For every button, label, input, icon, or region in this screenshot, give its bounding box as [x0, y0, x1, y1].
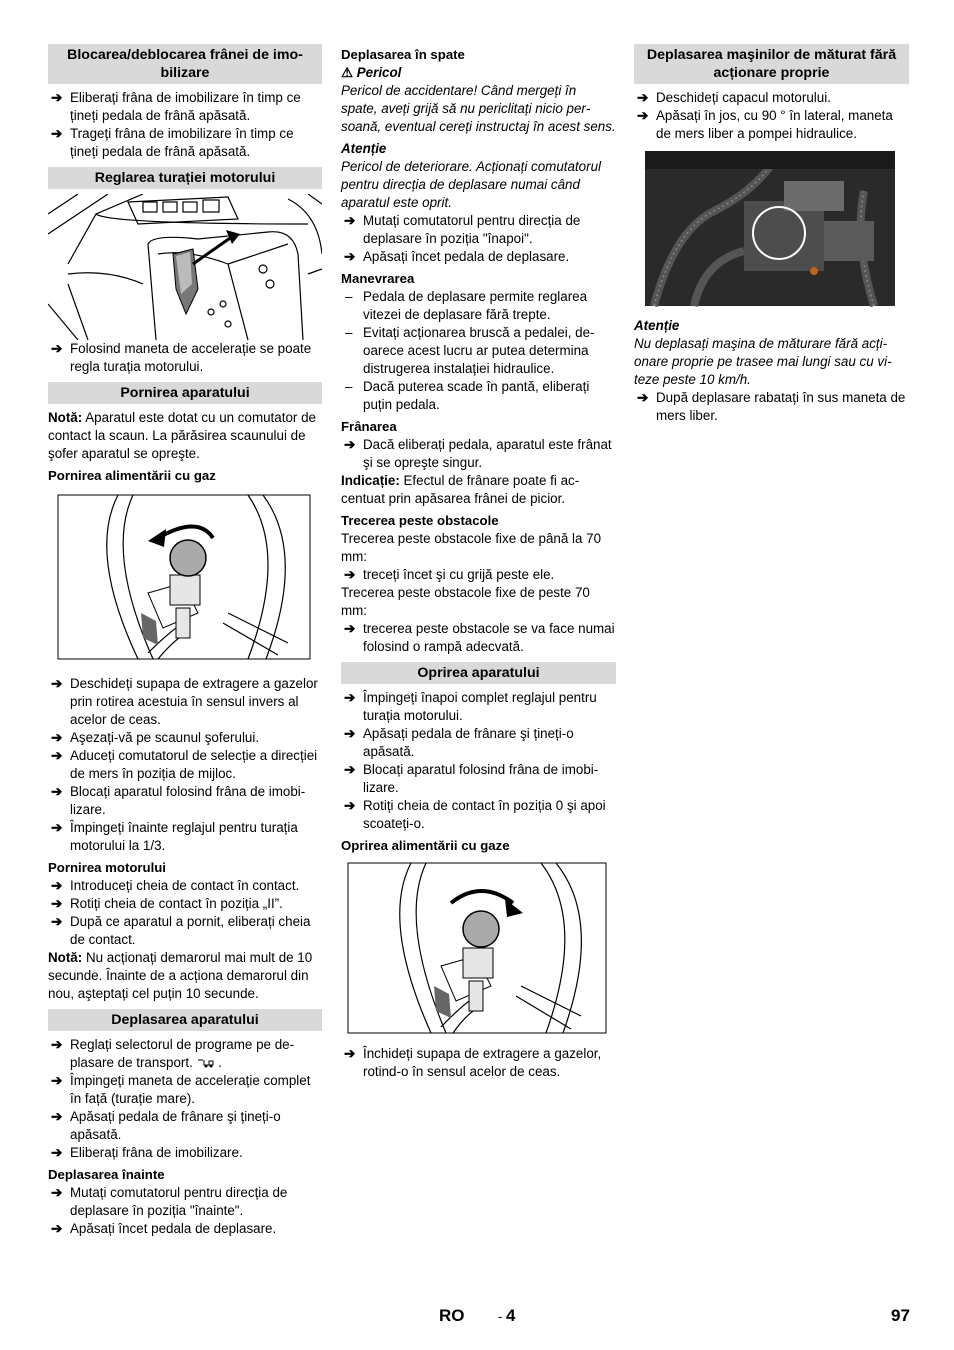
list-item: ➔ Eliberați frâna de imobilizare în timp ce țineți pedala de frână apăsată. — [51, 90, 301, 123]
arrow-right-icon: ➔ — [344, 690, 356, 705]
arrow-right-icon: ➔ — [51, 341, 63, 356]
caution-label: Atenție — [634, 318, 680, 333]
list-item: ➔ Împingeți înainte reglajul pentru turația motorului la 1/3. — [51, 820, 298, 853]
list-item: ➔ Eliberați frâna de imobilizare. — [51, 1145, 243, 1160]
arrow-right-icon: ➔ — [51, 748, 63, 763]
arrow-right-icon: ➔ — [51, 1073, 63, 1088]
arrow-right-icon: ➔ — [51, 914, 63, 929]
list-item: ➔ Apăsați încet pedala de deplasare. — [51, 1221, 277, 1236]
arrow-right-icon: ➔ — [344, 437, 356, 452]
arrow-right-icon: ➔ — [344, 567, 356, 582]
list-item: ➔ Aşezați-vă pe scaunul şoferului. — [51, 730, 260, 745]
arrow-right-icon: ➔ — [344, 249, 356, 264]
list-item: ➔ Trageți frâna de imobilizare în timp ce țineți pedala de frână apăsată. — [51, 126, 294, 159]
arrow-right-icon: ➔ — [344, 798, 356, 813]
subheading-obstacles: Trecerea peste obstacole — [341, 513, 499, 528]
footer-language: RO — [439, 1306, 465, 1325]
danger-text: Pericol de accidentare! Când mergeți în spate, aveți grijă să nu periclitați nicio persoană, eventual cereți instructaj în acest sens. — [341, 83, 616, 134]
list-item: ➔ Apăsați încet pedala de deplasare. — [344, 249, 570, 264]
column-left — [48, 44, 322, 1238]
arrow-right-icon: ➔ — [637, 390, 649, 405]
heading-towing: Deplasarea maşinilor de măturat fără acționare proprie — [634, 44, 909, 84]
note: Notă: Aparatul este dotat cu un comutator de contact la scaun. La părăsirea scaunului de şofer aparatul se opreşte. — [48, 410, 316, 461]
indication: Indicație: Efectul de frânare poate fi accentuat prin apăsarea frânei de picior. — [341, 473, 580, 506]
arrow-right-icon: ➔ — [637, 108, 649, 123]
list-item: ➔ Apăsați pedala de frânare şi țineți-o apăsată. — [344, 726, 574, 759]
warning-triangle-icon: ⚠ — [341, 65, 354, 80]
arrow-right-icon: ➔ — [51, 1109, 63, 1124]
list-item: ➔ treceți încet şi cu grijă peste ele. — [344, 567, 555, 582]
subheading-reverse: Deplasarea în spate — [341, 47, 465, 62]
list-item: ➔ Dacă eliberați pedala, aparatul este frânat şi se opreşte singur. — [344, 437, 612, 470]
note: Notă: Nu acționați demarorul mai mult de 10 secunde. Înainte de a acționa demarorul din nou, aşteptați cel puțin 10 secunde. — [48, 950, 313, 1001]
list-item: ➔ Introduceți cheia de contact în contact. — [51, 878, 300, 893]
throttle-lever-figure — [48, 194, 322, 340]
list-item: – Evitați acționarea bruscă a pedalei, deoarece acest lucru ar putea determina distrugerea instalației hidraulice. — [345, 325, 595, 376]
subheading-maneuvering: Manevrarea — [341, 271, 415, 286]
caution-text: Nu deplasați maşina de măturare fără acționare proprie pe trasee mai lungi sau cu viteze peste 10 km/h. — [634, 336, 892, 387]
list-item: ➔ Rotiți cheia de contact în poziția 0 şi apoi scoateți-o. — [344, 798, 606, 831]
paragraph: Trecerea peste obstacole fixe de peste 70 mm: — [341, 585, 590, 618]
subheading-gas-supply: Pornirea alimentării cu gaz — [48, 468, 216, 483]
transport-mode-icon — [197, 1058, 215, 1068]
list-item: ➔ trecerea peste obstacole se va face numai folosind o rampă adecvată. — [344, 621, 615, 654]
arrow-right-icon: ➔ — [51, 1037, 63, 1052]
list-item: ➔ Închideți supapa de extragere a gazelor, rotind-o în sensul acelor de ceas. — [344, 1046, 602, 1079]
subheading-forward: Deplasarea înainte — [48, 1167, 165, 1182]
caution-label: Atenție — [341, 141, 387, 156]
arrow-right-icon: ➔ — [344, 1046, 356, 1061]
arrow-right-icon: ➔ — [344, 762, 356, 777]
heading-parking-brake: Blocarea/deblocarea frânei de imobilizare — [48, 44, 322, 84]
footer-section: - 4 — [498, 1306, 516, 1325]
list-item: ➔ Aduceți comutatorul de selecție a direcției de mers în poziția de mijloc. — [51, 748, 318, 781]
arrow-right-icon: ➔ — [51, 1185, 63, 1200]
arrow-right-icon: ➔ — [51, 730, 63, 745]
list-item: ➔ Apăsați pedala de frânare şi țineți-o apăsată. — [51, 1109, 281, 1142]
heading-engine-speed: Reglarea turației motorului — [48, 167, 322, 189]
arrow-right-icon: ➔ — [344, 213, 356, 228]
heading-driving: Deplasarea aparatului — [48, 1009, 322, 1031]
subheading-braking: Frânarea — [341, 419, 397, 434]
arrow-right-icon: ➔ — [51, 784, 63, 799]
danger-label: ⚠ Pericol — [341, 65, 402, 80]
arrow-right-icon: ➔ — [51, 1221, 63, 1236]
list-item: ➔ După ce aparatul a pornit, eliberați cheia de contact. — [51, 914, 311, 947]
column-right — [634, 44, 909, 425]
caution-text: Pericol de deteriorare. Acționați comutatorul pentru direcția de deplasare numai când aparatul este oprit. — [341, 159, 602, 210]
gas-valve-open-figure — [48, 493, 322, 669]
gas-valve-close-figure — [341, 861, 616, 1039]
arrow-right-icon: ➔ — [51, 90, 63, 105]
list-item: – Dacă puterea scade în pantă, eliberați puțin pedala. — [345, 379, 590, 412]
list-item: ➔ Rotiți cheia de contact în poziția „II”. — [51, 896, 283, 911]
list-item: ➔ Împingeți maneta de accelerație complet în față (turație mare). — [51, 1073, 311, 1106]
list-item: ➔ Împingeți înapoi complet reglajul pentru turația motorului. — [344, 690, 597, 723]
list-item: ➔ Apăsați în jos, cu 90 ° în lateral, maneta de mers liber a pompei hidraulice. — [637, 108, 893, 141]
list-item: – Pedala de deplasare permite reglarea vitezei de deplasare fără trepte. — [345, 289, 588, 322]
page-number: 97 — [891, 1306, 910, 1325]
list-item: ➔ Blocați aparatul folosind frâna de imobilizare. — [51, 784, 306, 817]
list-item: ➔ Blocați aparatul folosind frâna de imobilizare. — [344, 762, 599, 795]
arrow-right-icon: ➔ — [51, 820, 63, 835]
arrow-right-icon: ➔ — [51, 896, 63, 911]
list-item: ➔ Reglați selectorul de programe pe deplasare de transport. . — [51, 1037, 295, 1070]
list-item: ➔ După deplasare rabatați în sus maneta de mers liber. — [637, 390, 906, 423]
arrow-right-icon: ➔ — [637, 90, 649, 105]
arrow-right-icon: ➔ — [51, 1145, 63, 1160]
hydraulic-pump-photo — [634, 151, 909, 307]
arrow-right-icon: ➔ — [51, 878, 63, 893]
list-item: ➔ Mutați comutatorul pentru direcția de deplasare în poziția "înapoi". — [344, 213, 581, 246]
arrow-right-icon: ➔ — [51, 126, 63, 141]
column-middle — [341, 44, 616, 1081]
paragraph: Trecerea peste obstacole fixe de până la 70 mm: — [341, 531, 602, 564]
subheading-engine-start: Pornirea motorului — [48, 860, 166, 875]
subheading-gas-off: Oprirea alimentării cu gaze — [341, 838, 510, 853]
list-item: ➔ Deschideți capacul motorului. — [637, 90, 831, 105]
arrow-right-icon: ➔ — [51, 676, 63, 691]
list-item: ➔ Mutați comutatorul pentru direcția de deplasare în poziția "înainte". — [51, 1185, 288, 1218]
heading-stopping: Oprirea aparatului — [341, 662, 616, 684]
list-item: ➔ Folosind maneta de accelerație se poate regla turația motorului. — [51, 341, 312, 374]
list-item: ➔ Deschideți supapa de extragere a gazelor prin rotirea acestuia în sensul invers al acelor de ceas. — [51, 676, 318, 727]
arrow-right-icon: ➔ — [344, 726, 356, 741]
heading-starting: Pornirea aparatului — [48, 382, 322, 404]
arrow-right-icon: ➔ — [344, 621, 356, 636]
